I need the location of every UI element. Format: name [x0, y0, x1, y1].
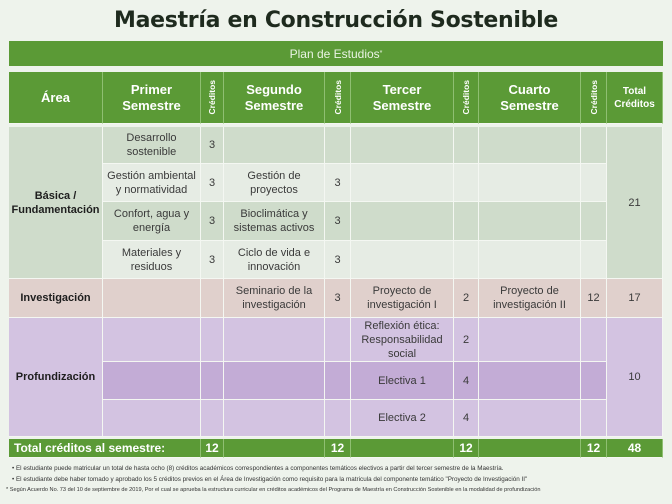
area-basica-label: Básica / Fundamentación: [9, 127, 103, 279]
plan-banner-marker: *: [379, 50, 383, 57]
page-title: Maestría en Construcción Sostenible: [114, 8, 558, 33]
empty-cell: [325, 400, 351, 437]
credit-cell: 3: [201, 241, 224, 279]
area-profundizacion-label: Profundización: [9, 318, 103, 437]
empty-cell: [581, 164, 607, 202]
empty-cell: [479, 202, 581, 241]
course-cell: [224, 127, 325, 164]
credit-cell: 4: [454, 400, 479, 437]
empty-cell: [479, 164, 581, 202]
empty-cell: [454, 164, 479, 202]
empty-cell: [479, 400, 581, 437]
empty-cell: [325, 362, 351, 400]
footnote-2: • El estudiante debe haber tomado y aprobado los 5 créditos previos en el Área de Investigación como requisito para la matricula del componente temático "Proyecto de Investigación II": [6, 474, 670, 485]
course-cell: Proyecto de investigación I: [351, 279, 454, 318]
header-total: Total Créditos: [607, 72, 663, 124]
empty-cell: [454, 127, 479, 164]
empty-cell: [351, 202, 454, 241]
course-cell: Gestión ambiental y normatividad: [103, 164, 201, 202]
area-profundizacion-total: 10: [607, 318, 663, 437]
total-grand: 48: [607, 439, 663, 458]
header-credits-2: Créditos: [325, 72, 351, 124]
empty-cell: [479, 241, 581, 279]
header-area: Área: [9, 72, 103, 124]
credit-cell: 4: [454, 362, 479, 400]
total-sem1: 12: [201, 439, 224, 458]
course-cell: Electiva 2: [351, 400, 454, 437]
empty-cell: [581, 318, 607, 362]
empty-cell: [454, 202, 479, 241]
totals-label: Total créditos al semestre:: [9, 439, 201, 458]
empty-cell: [581, 241, 607, 279]
credit-cell: 3: [325, 202, 351, 241]
header-sem1: Primer Semestre: [103, 72, 201, 124]
study-plan-table: [9, 72, 663, 458]
credit-cell: 3: [325, 241, 351, 279]
empty-cell: [479, 439, 581, 458]
empty-cell: [325, 318, 351, 362]
course-cell: Confort, agua y energía: [103, 202, 201, 241]
credit-cell: 3: [201, 164, 224, 202]
course-cell: Reflexión ética: Responsabilidad social: [351, 318, 454, 362]
reference-note: * Según Acuerdo No. 73 del 10 de septiembre de 2019, Por el cual se aprueba la estructura curricular en créditos académicos del Programa de Maestría en Construcción Sostenible en la modalidad de profundización: [6, 487, 541, 493]
empty-cell: [581, 400, 607, 437]
total-sem4: 12: [581, 439, 607, 458]
credit-cell: 3: [201, 202, 224, 241]
credit-cell: 2: [454, 279, 479, 318]
plan-banner: [9, 41, 663, 66]
area-basica-total: 21: [607, 127, 663, 279]
course-cell: Ciclo de vida e innovación: [224, 241, 325, 279]
header-sem4: Cuarto Semestre: [479, 72, 581, 124]
area-investigacion-total: 17: [607, 279, 663, 318]
total-sem2: 12: [325, 439, 351, 458]
empty-cell: [103, 318, 201, 362]
empty-cell: [201, 279, 224, 318]
empty-cell: [351, 127, 454, 164]
credit-cell: 12: [581, 279, 607, 318]
empty-cell: [351, 164, 454, 202]
course-cell: Seminario de la investigación: [224, 279, 325, 318]
empty-cell: [581, 202, 607, 241]
empty-cell: [581, 362, 607, 400]
header-sem3: Tercer Semestre: [351, 72, 454, 124]
plan-banner-label: Plan de Estudios: [289, 46, 380, 61]
empty-cell: [351, 241, 454, 279]
empty-cell: [224, 439, 325, 458]
credit-cell: [325, 127, 351, 164]
empty-cell: [201, 318, 224, 362]
empty-cell: [479, 362, 581, 400]
header-credits-4: Créditos: [581, 72, 607, 124]
empty-cell: [351, 439, 454, 458]
empty-cell: [103, 279, 201, 318]
course-cell: Gestión de proyectos: [224, 164, 325, 202]
empty-cell: [454, 241, 479, 279]
course-cell: Bioclimática y sistemas activos: [224, 202, 325, 241]
empty-cell: [201, 362, 224, 400]
header-credits-1: Créditos: [201, 72, 224, 124]
credit-cell: 3: [325, 164, 351, 202]
header-credits-3: Créditos: [454, 72, 479, 124]
credit-cell: 3: [325, 279, 351, 318]
course-cell: Proyecto de investigación II: [479, 279, 581, 318]
empty-cell: [201, 400, 224, 437]
credit-cell: 3: [201, 127, 224, 164]
total-sem3: 12: [454, 439, 479, 458]
empty-cell: [224, 400, 325, 437]
empty-cell: [479, 127, 581, 164]
empty-cell: [224, 362, 325, 400]
empty-cell: [224, 318, 325, 362]
course-cell: Desarrollo sostenible: [103, 127, 201, 164]
empty-cell: [581, 127, 607, 164]
course-cell: Materiales y residuos: [103, 241, 201, 279]
footnote-1: • El estudiante puede matricular un total de hasta ocho (8) créditos académicos correspondientes a componentes temáticos electivos a partir del tercer semestre de la Maestría.: [6, 463, 670, 474]
area-investigacion-label: Investigación: [9, 279, 103, 318]
empty-cell: [103, 400, 201, 437]
credit-cell: 2: [454, 318, 479, 362]
empty-cell: [479, 318, 581, 362]
empty-cell: [103, 362, 201, 400]
header-sem2: Segundo Semestre: [224, 72, 325, 124]
course-cell: Electiva 1: [351, 362, 454, 400]
footnotes: [6, 463, 670, 496]
